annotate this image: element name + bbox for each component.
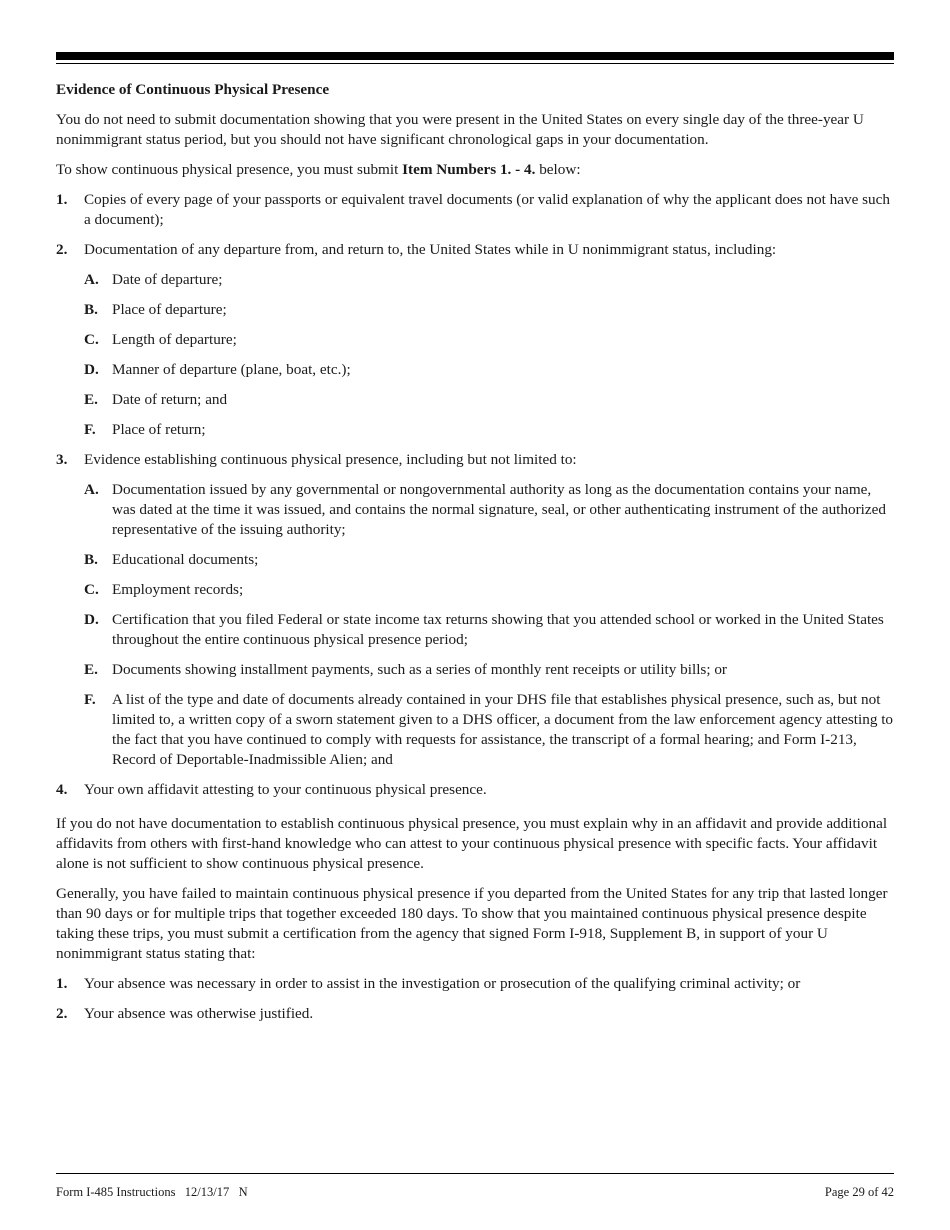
sub-letter: F. [84, 421, 96, 438]
sub-text: A list of the type and date of documents already contained in your DHS file that establishes physical presence, such as, but not limited to, a written copy of a sworn statement given to a DHS officer, a document from the law enforcement agency attesting to the fact that you have continued to comply with requests for assistance, the transcript of a formal hearing; and Form I-213, Record of Deportable-Inadmissible Alien; and [112, 691, 894, 768]
instruction-pre: To show continuous physical presence, you must submit [56, 161, 403, 178]
sub-item [56, 610, 896, 650]
instruction-bold: Item Numbers 1. - 4. [402, 161, 536, 178]
item-text: Your absence was necessary in order to assist in the investigation or prosecution of the qualifying criminal activity; or [84, 975, 801, 992]
final-list-item-2 [56, 1004, 896, 1024]
item-text: Your own affidavit attesting to your continuous physical presence. [84, 781, 487, 798]
final-list-item-1 [56, 974, 896, 994]
list-item-4 [56, 780, 896, 800]
sub-item [56, 690, 896, 770]
header-rule-thick [56, 52, 894, 60]
sub-text: Documents showing installment payments, such as a series of monthly rent receipts or utility bills; or [112, 661, 727, 678]
item-text: Your absence was otherwise justified. [84, 1005, 314, 1022]
sub-letter: D. [84, 611, 99, 628]
sub-item [56, 480, 896, 540]
sub-text: Educational documents; [112, 551, 259, 568]
page-content [56, 80, 896, 1034]
sub-text: Employment records; [112, 581, 244, 598]
sub-letter: B. [84, 301, 98, 318]
sub-item [56, 550, 896, 570]
header-rule-thin [56, 63, 894, 64]
item-text: Evidence establishing continuous physical presence, including but not limited to: [84, 451, 577, 468]
item-number: 1. [56, 975, 68, 992]
sub-item [56, 330, 896, 350]
item-number: 2. [56, 1005, 68, 1022]
affidavit-paragraph: If you do not have documentation to establish continuous physical presence, you must explain why in an affidavit and provide additional affidavits from others with first-hand knowledge who can attest to your continuous physical presence with specific facts. Your affidavit alone is not sufficient to show continuous physical presence. [56, 815, 888, 872]
sub-letter: C. [84, 331, 99, 348]
item-number: 2. [56, 241, 68, 258]
sub-text: Length of departure; [112, 331, 237, 348]
failed-presence-paragraph: Generally, you have failed to maintain continuous physical presence if you departed from the United States for any trip that lasted longer than 90 days or for multiple trips that together exceeded 180 days. To show that you maintained continuous physical presence despite taking these trips, you must submit a certification from the agency that signed Form I-918, Supplement B, in support of your U nonimmigrant status stating that: [56, 885, 888, 962]
sub-letter: A. [84, 481, 99, 498]
sub-text: Place of return; [112, 421, 206, 438]
section-heading: Evidence of Continuous Physical Presence [56, 81, 330, 98]
intro-paragraph: You do not need to submit documentation showing that you were present in the United States on every single day of the three-year U nonimmigrant status period, but you should not have significant chronological gaps in your documentation. [56, 111, 864, 148]
sub-text: Place of departure; [112, 301, 227, 318]
list-item-1 [56, 190, 896, 230]
item-number: 1. [56, 191, 68, 208]
footer-form-id: Form I-485 Instructions 12/13/17 N [56, 1185, 248, 1199]
sub-item [56, 420, 896, 440]
sub-item [56, 660, 896, 680]
sub-letter: E. [84, 661, 98, 678]
sub-item [56, 390, 896, 410]
footer-page-number: Page 29 of 42 [824, 1185, 894, 1199]
sub-letter: F. [84, 691, 96, 708]
list-item-3 [56, 450, 896, 470]
sub-text: Date of return; and [112, 391, 228, 408]
footer-rule [56, 1173, 894, 1174]
sub-text: Certification that you filed Federal or state income tax returns showing that you attended school or worked in the United States throughout the entire continuous physical presence period; [112, 611, 884, 648]
sub-letter: B. [84, 551, 98, 568]
sub-letter: A. [84, 271, 99, 288]
sub-text: Documentation issued by any governmental or nongovernmental authority as long as the documentation contains your name, was dated at the time it was issued, and contains the normal signature, seal, or other authenticating instrument of the authorized representative of the issuing authority; [112, 481, 886, 538]
instruction-post: below: [535, 161, 581, 178]
sub-item [56, 300, 896, 320]
sub-text: Date of departure; [112, 271, 223, 288]
sub-item [56, 270, 896, 290]
sub-letter: E. [84, 391, 98, 408]
item-text: Documentation of any departure from, and return to, the United States while in U nonimmigrant status, including: [84, 241, 777, 258]
list-item-2 [56, 240, 896, 260]
item-text: Copies of every page of your passports or equivalent travel documents (or valid explanation of why the applicant does not have such a document); [84, 191, 890, 228]
item-number: 3. [56, 451, 68, 468]
sub-text: Manner of departure (plane, boat, etc.); [112, 361, 351, 378]
instruction-paragraph [56, 160, 896, 180]
item-number: 4. [56, 781, 68, 798]
sub-item [56, 360, 896, 380]
sub-letter: D. [84, 361, 99, 378]
sub-letter: C. [84, 581, 99, 598]
sub-item [56, 580, 896, 600]
